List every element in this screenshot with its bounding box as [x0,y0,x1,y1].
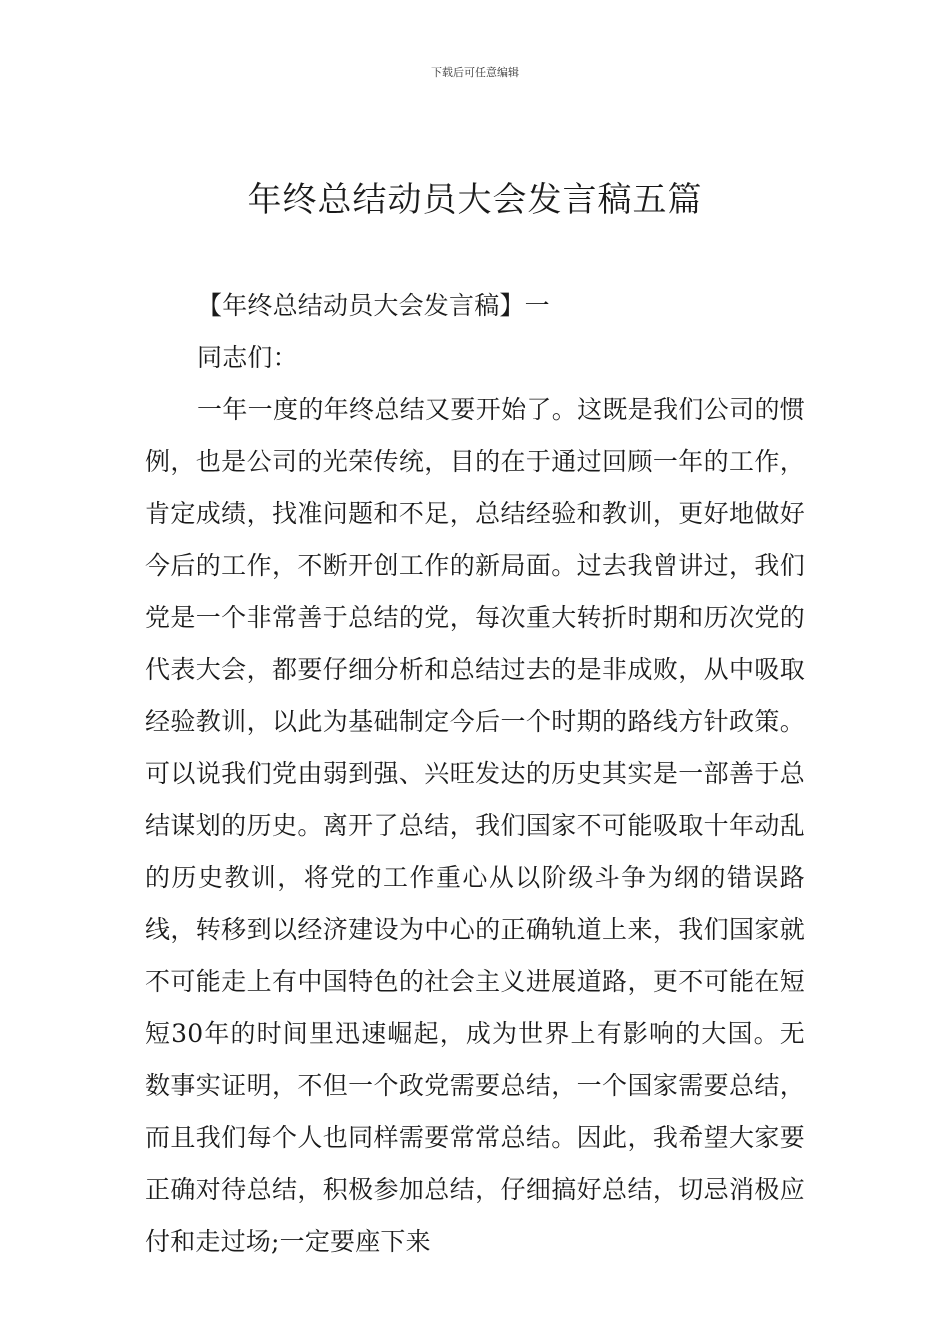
salutation: 同志们： [197,343,298,372]
document-title: 年终总结动员大会发言稿五篇 [247,180,703,220]
download-note: 下载后可任意编辑 [431,66,519,79]
body-paragraph: 一年一度的年终总结又要开始了。这既是我们公司的惯例，也是公司的光荣传统，目的在于通过回顾一年的工作，肯定成绩，找准问题和不足，总结经验和教训，更好地做好今后的工作，不断开创工作的新局面。过去我曾讲过，我们党是一个非常善于总结的党，每次重大转折时期和历次党的代表大会，都要仔细分析和总结过去的是非成败，从中吸取经验教训，以此为基础制定今后一个时期的路线方针政策。可以说我们党由弱到强、兴旺发达的历史其实是一部善于总结谋划的历史。离开了总结，我们国家不可能吸取十年动乱的历史教训，将党的工作重心从以阶级斗争为纲的错误路线，转移到以经济建设为中心的正确轨道上来，我们国家就不可能走上有中国特色的社会主义进展道路，更不可能在短短30年的时间里迅速崛起，成为世界上有影响的大国。无数事实证明，不但一个政党需要总结，一个国家需要总结，而且我们每个人也同样需要常常总结。因此，我希望大家要正确对待总结，积极参加总结，仔细搞好总结，切忌消极应付和走过场;一定要座下来 [145,395,805,1256]
document-body [145,280,805,1268]
section-heading: 【年终总结动员大会发言稿】一 [197,291,550,320]
